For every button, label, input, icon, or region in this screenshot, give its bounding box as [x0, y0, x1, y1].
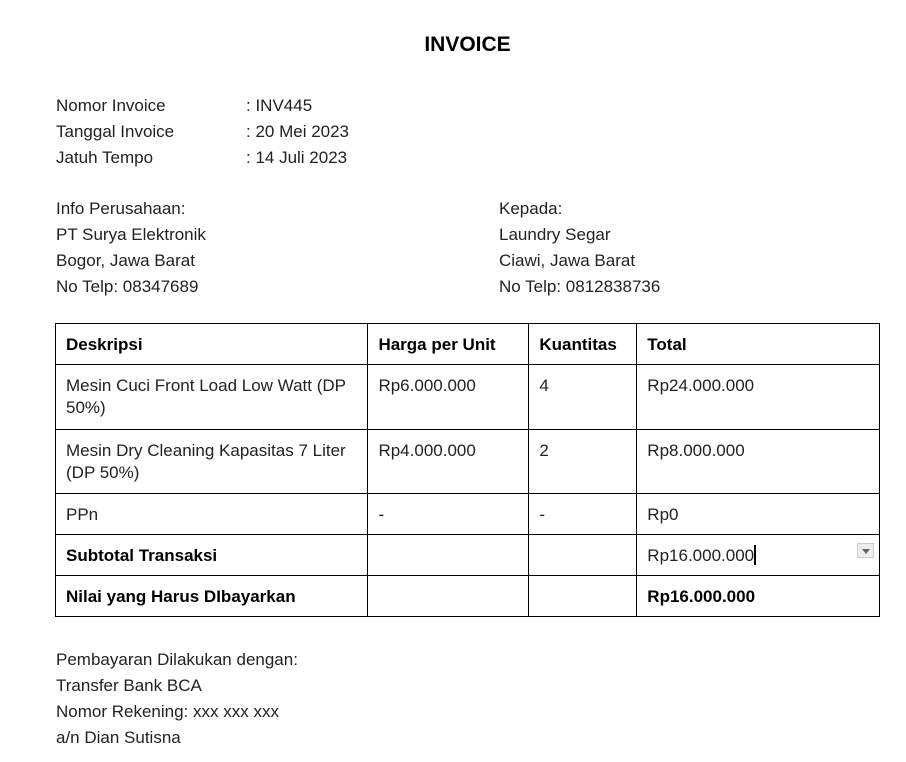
cell: Rp8.000.000	[637, 430, 880, 494]
client-heading: Kepada:	[499, 199, 563, 218]
text-cursor	[754, 545, 756, 565]
cell: Rp0	[637, 494, 880, 535]
cell: -	[368, 494, 529, 535]
cell: 4	[529, 365, 637, 430]
payment-info	[56, 647, 298, 751]
cell: -	[529, 494, 637, 535]
cell	[529, 535, 637, 576]
client-info	[499, 196, 660, 300]
meta-label: Nomor Invoice	[56, 96, 166, 115]
cell: Rp6.000.000	[368, 365, 529, 430]
cell: Mesin Cuci Front Load Low Watt (DP 50%)	[56, 365, 368, 430]
header-cell: Harga per Unit	[368, 324, 529, 365]
cell: Subtotal Transaksi	[56, 535, 368, 576]
meta-value: : 14 Juli 2023	[246, 148, 348, 167]
table-row	[56, 494, 880, 535]
company-address: Bogor, Jawa Barat	[56, 251, 195, 270]
cell: 2	[529, 430, 637, 494]
company-name: PT Surya Elektronik	[56, 225, 206, 244]
table-row	[56, 430, 880, 494]
invoice-meta	[56, 93, 349, 171]
meta-row	[56, 93, 349, 119]
subtotal-value[interactable]: Rp16.000.000	[647, 546, 755, 565]
client-name: Laundry Segar	[499, 225, 611, 244]
header-cell: Deskripsi	[56, 324, 368, 365]
cell: Rp4.000.000	[368, 430, 529, 494]
cell	[529, 576, 637, 617]
cell: Rp24.000.000	[637, 365, 880, 430]
payment-line: Nomor Rekening: xxx xxx xxx	[56, 702, 279, 721]
client-address: Ciawi, Jawa Barat	[499, 251, 636, 270]
payment-line: a/n Dian Sutisna	[56, 728, 181, 747]
company-heading: Info Perusahaan:	[56, 199, 186, 218]
cell	[368, 576, 529, 617]
table-row	[56, 365, 880, 430]
invoice-table	[55, 323, 880, 617]
client-phone: No Telp: 0812838736	[499, 277, 661, 296]
cell: Mesin Dry Cleaning Kapasitas 7 Liter (DP 50%)	[56, 430, 368, 494]
payment-line: Pembayaran Dilakukan dengan:	[56, 650, 298, 669]
meta-label: Tanggal Invoice	[56, 122, 175, 141]
payment-line: Transfer Bank BCA	[56, 676, 202, 695]
total-row	[56, 576, 880, 617]
meta-row	[56, 145, 349, 171]
cell: Nilai yang Harus DIbayarkan	[56, 576, 368, 617]
cell: Rp16.000.000	[637, 576, 880, 617]
dropdown-arrow-icon[interactable]	[857, 543, 874, 558]
header-cell: Kuantitas	[529, 324, 637, 365]
invoice-title: INVOICE	[424, 33, 511, 56]
cell	[368, 535, 529, 576]
header-cell: Total	[637, 324, 880, 365]
subtotal-row	[56, 535, 880, 576]
meta-label: Jatuh Tempo	[56, 148, 154, 167]
meta-value: : INV445	[246, 96, 313, 115]
meta-value: : 20 Mei 2023	[246, 122, 350, 141]
cell: PPn	[56, 494, 368, 535]
company-phone: No Telp: 08347689	[56, 277, 199, 296]
company-info	[56, 196, 206, 300]
meta-row	[56, 119, 349, 145]
subtotal-cell[interactable]	[637, 535, 880, 576]
table-header	[56, 324, 880, 365]
